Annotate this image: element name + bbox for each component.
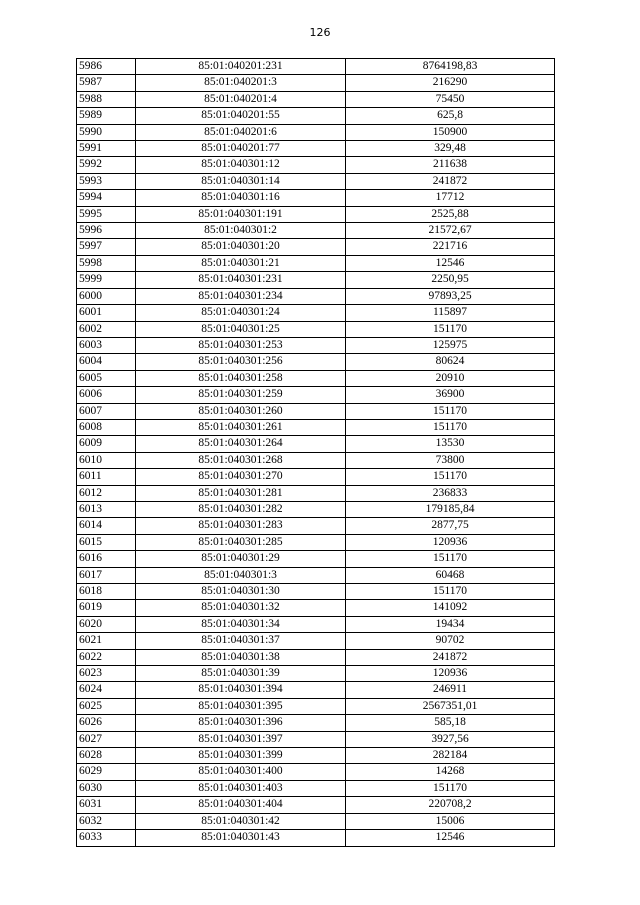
value-cell: 151170 — [346, 584, 555, 600]
cadastral-number-cell: 85:01:040301:43 — [136, 830, 346, 846]
value-cell: 150900 — [346, 124, 555, 140]
cadastral-number-cell: 85:01:040301:234 — [136, 288, 346, 304]
table-row — [77, 469, 555, 485]
row-number-cell: 5997 — [77, 239, 136, 255]
cadastral-number-cell: 85:01:040301:261 — [136, 419, 346, 435]
row-number-cell: 5994 — [77, 190, 136, 206]
table-row — [77, 173, 555, 189]
value-cell: 120936 — [346, 534, 555, 550]
table-row — [77, 124, 555, 140]
value-cell: 36900 — [346, 387, 555, 403]
table-body — [77, 59, 555, 847]
table-row — [77, 387, 555, 403]
table-row — [77, 223, 555, 239]
table-row — [77, 485, 555, 501]
row-number-cell: 6002 — [77, 321, 136, 337]
value-cell: 8764198,83 — [346, 59, 555, 75]
cadastral-number-cell: 85:01:040301:400 — [136, 764, 346, 780]
value-cell: 13530 — [346, 436, 555, 452]
row-number-cell: 6026 — [77, 715, 136, 731]
value-cell: 211638 — [346, 157, 555, 173]
row-number-cell: 5993 — [77, 173, 136, 189]
table-row — [77, 436, 555, 452]
value-cell: 2250,95 — [346, 272, 555, 288]
value-cell: 151170 — [346, 469, 555, 485]
value-cell: 241872 — [346, 173, 555, 189]
value-cell: 141092 — [346, 600, 555, 616]
cadastral-number-cell: 85:01:040301:39 — [136, 666, 346, 682]
table-row — [77, 239, 555, 255]
table-row — [77, 157, 555, 173]
table-row — [77, 633, 555, 649]
row-number-cell: 6011 — [77, 469, 136, 485]
table-row — [77, 272, 555, 288]
page-number: 126 — [309, 26, 331, 39]
value-cell: 12546 — [346, 830, 555, 846]
table-row — [77, 616, 555, 632]
table-row — [77, 584, 555, 600]
row-number-cell: 6012 — [77, 485, 136, 501]
row-number-cell: 6029 — [77, 764, 136, 780]
value-cell: 220708,2 — [346, 797, 555, 813]
row-number-cell: 5995 — [77, 206, 136, 222]
value-cell: 21572,67 — [346, 223, 555, 239]
row-number-cell: 6017 — [77, 567, 136, 583]
table-row — [77, 206, 555, 222]
table-row — [77, 797, 555, 813]
cadastral-number-cell: 85:01:040201:6 — [136, 124, 346, 140]
cadastral-number-cell: 85:01:040301:20 — [136, 239, 346, 255]
cadastral-number-cell: 85:01:040201:55 — [136, 108, 346, 124]
row-number-cell: 5991 — [77, 141, 136, 157]
value-cell: 20910 — [346, 370, 555, 386]
value-cell: 12546 — [346, 255, 555, 271]
row-number-cell: 6000 — [77, 288, 136, 304]
cadastral-number-cell: 85:01:040301:30 — [136, 584, 346, 600]
table-row — [77, 715, 555, 731]
value-cell: 2525,88 — [346, 206, 555, 222]
value-cell: 14268 — [346, 764, 555, 780]
value-cell: 97893,25 — [346, 288, 555, 304]
value-cell: 151170 — [346, 403, 555, 419]
value-cell: 120936 — [346, 666, 555, 682]
table-row — [77, 255, 555, 271]
cadastral-number-cell: 85:01:040301:395 — [136, 698, 346, 714]
cadastral-value-table — [76, 58, 555, 847]
table-row — [77, 567, 555, 583]
value-cell: 179185,84 — [346, 501, 555, 517]
row-number-cell: 5999 — [77, 272, 136, 288]
row-number-cell: 6013 — [77, 501, 136, 517]
cadastral-number-cell: 85:01:040301:281 — [136, 485, 346, 501]
cadastral-number-cell: 85:01:040301:21 — [136, 255, 346, 271]
row-number-cell: 6032 — [77, 813, 136, 829]
value-cell: 80624 — [346, 354, 555, 370]
cadastral-number-cell: 85:01:040301:253 — [136, 337, 346, 353]
table-row — [77, 731, 555, 747]
row-number-cell: 6030 — [77, 780, 136, 796]
row-number-cell: 6004 — [77, 354, 136, 370]
cadastral-number-cell: 85:01:040301:403 — [136, 780, 346, 796]
row-number-cell: 6007 — [77, 403, 136, 419]
row-number-cell: 6018 — [77, 584, 136, 600]
row-number-cell: 5990 — [77, 124, 136, 140]
table-row — [77, 698, 555, 714]
value-cell: 73800 — [346, 452, 555, 468]
value-cell: 585,18 — [346, 715, 555, 731]
table-row — [77, 190, 555, 206]
cadastral-number-cell: 85:01:040301:24 — [136, 305, 346, 321]
table-row — [77, 666, 555, 682]
cadastral-number-cell: 85:01:040301:42 — [136, 813, 346, 829]
cadastral-number-cell: 85:01:040301:3 — [136, 567, 346, 583]
row-number-cell: 6031 — [77, 797, 136, 813]
row-number-cell: 6003 — [77, 337, 136, 353]
cadastral-number-cell: 85:01:040301:264 — [136, 436, 346, 452]
table-row — [77, 321, 555, 337]
value-cell: 151170 — [346, 551, 555, 567]
value-cell: 2877,75 — [346, 518, 555, 534]
value-cell: 151170 — [346, 321, 555, 337]
cadastral-number-cell: 85:01:040301:38 — [136, 649, 346, 665]
cadastral-number-cell: 85:01:040301:25 — [136, 321, 346, 337]
value-cell: 3927,56 — [346, 731, 555, 747]
table-row — [77, 748, 555, 764]
row-number-cell: 6006 — [77, 387, 136, 403]
cadastral-number-cell: 85:01:040301:37 — [136, 633, 346, 649]
table-row — [77, 501, 555, 517]
row-number-cell: 5988 — [77, 91, 136, 107]
table-row — [77, 518, 555, 534]
cadastral-number-cell: 85:01:040301:268 — [136, 452, 346, 468]
row-number-cell: 6005 — [77, 370, 136, 386]
row-number-cell: 6015 — [77, 534, 136, 550]
value-cell: 282184 — [346, 748, 555, 764]
row-number-cell: 6027 — [77, 731, 136, 747]
cadastral-number-cell: 85:01:040301:29 — [136, 551, 346, 567]
row-number-cell: 5998 — [77, 255, 136, 271]
table-row — [77, 403, 555, 419]
row-number-cell: 5987 — [77, 75, 136, 91]
value-cell: 625,8 — [346, 108, 555, 124]
table-row — [77, 370, 555, 386]
row-number-cell: 6028 — [77, 748, 136, 764]
row-number-cell: 5986 — [77, 59, 136, 75]
cadastral-number-cell: 85:01:040201:231 — [136, 59, 346, 75]
cadastral-number-cell: 85:01:040301:404 — [136, 797, 346, 813]
cadastral-number-cell: 85:01:040301:12 — [136, 157, 346, 173]
table-row — [77, 682, 555, 698]
row-number-cell: 6019 — [77, 600, 136, 616]
table-row — [77, 780, 555, 796]
value-cell: 151170 — [346, 419, 555, 435]
row-number-cell: 6009 — [77, 436, 136, 452]
cadastral-number-cell: 85:01:040301:2 — [136, 223, 346, 239]
cadastral-number-cell: 85:01:040301:285 — [136, 534, 346, 550]
table-row — [77, 600, 555, 616]
cadastral-number-cell: 85:01:040301:16 — [136, 190, 346, 206]
cadastral-number-cell: 85:01:040301:32 — [136, 600, 346, 616]
table-row — [77, 59, 555, 75]
row-number-cell: 6021 — [77, 633, 136, 649]
table-row — [77, 830, 555, 846]
table-row — [77, 75, 555, 91]
row-number-cell: 6024 — [77, 682, 136, 698]
cadastral-number-cell: 85:01:040301:282 — [136, 501, 346, 517]
row-number-cell: 5989 — [77, 108, 136, 124]
value-cell: 125975 — [346, 337, 555, 353]
row-number-cell: 5996 — [77, 223, 136, 239]
table-row — [77, 764, 555, 780]
table-row — [77, 141, 555, 157]
table-row — [77, 813, 555, 829]
cadastral-number-cell: 85:01:040301:394 — [136, 682, 346, 698]
value-cell: 90702 — [346, 633, 555, 649]
cadastral-number-cell: 85:01:040301:397 — [136, 731, 346, 747]
value-cell: 151170 — [346, 780, 555, 796]
table-row — [77, 91, 555, 107]
cadastral-number-cell: 85:01:040301:259 — [136, 387, 346, 403]
cadastral-number-cell: 85:01:040301:399 — [136, 748, 346, 764]
cadastral-number-cell: 85:01:040301:260 — [136, 403, 346, 419]
table-row — [77, 288, 555, 304]
row-number-cell: 6008 — [77, 419, 136, 435]
cadastral-number-cell: 85:01:040301:14 — [136, 173, 346, 189]
value-cell: 19434 — [346, 616, 555, 632]
row-number-cell: 6014 — [77, 518, 136, 534]
table-row — [77, 305, 555, 321]
row-number-cell: 5992 — [77, 157, 136, 173]
cadastral-number-cell: 85:01:040301:34 — [136, 616, 346, 632]
row-number-cell: 6020 — [77, 616, 136, 632]
cadastral-number-cell: 85:01:040301:256 — [136, 354, 346, 370]
table-row — [77, 354, 555, 370]
cadastral-number-cell: 85:01:040201:4 — [136, 91, 346, 107]
value-cell: 2567351,01 — [346, 698, 555, 714]
table-row — [77, 108, 555, 124]
table-row — [77, 419, 555, 435]
row-number-cell: 6001 — [77, 305, 136, 321]
value-cell: 241872 — [346, 649, 555, 665]
cadastral-number-cell: 85:01:040301:270 — [136, 469, 346, 485]
value-cell: 75450 — [346, 91, 555, 107]
cadastral-number-cell: 85:01:040301:283 — [136, 518, 346, 534]
row-number-cell: 6033 — [77, 830, 136, 846]
value-cell: 15006 — [346, 813, 555, 829]
cadastral-number-cell: 85:01:040201:3 — [136, 75, 346, 91]
value-cell: 115897 — [346, 305, 555, 321]
table-row — [77, 452, 555, 468]
value-cell: 60468 — [346, 567, 555, 583]
table-row — [77, 551, 555, 567]
table-row — [77, 649, 555, 665]
value-cell: 216290 — [346, 75, 555, 91]
row-number-cell: 6023 — [77, 666, 136, 682]
value-cell: 221716 — [346, 239, 555, 255]
table-row — [77, 534, 555, 550]
row-number-cell: 6025 — [77, 698, 136, 714]
row-number-cell: 6010 — [77, 452, 136, 468]
cadastral-number-cell: 85:01:040301:191 — [136, 206, 346, 222]
value-cell: 236833 — [346, 485, 555, 501]
table-row — [77, 337, 555, 353]
value-cell: 246911 — [346, 682, 555, 698]
cadastral-number-cell: 85:01:040201:77 — [136, 141, 346, 157]
value-cell: 17712 — [346, 190, 555, 206]
row-number-cell: 6016 — [77, 551, 136, 567]
cadastral-number-cell: 85:01:040301:258 — [136, 370, 346, 386]
row-number-cell: 6022 — [77, 649, 136, 665]
cadastral-number-cell: 85:01:040301:396 — [136, 715, 346, 731]
cadastral-number-cell: 85:01:040301:231 — [136, 272, 346, 288]
value-cell: 329,48 — [346, 141, 555, 157]
